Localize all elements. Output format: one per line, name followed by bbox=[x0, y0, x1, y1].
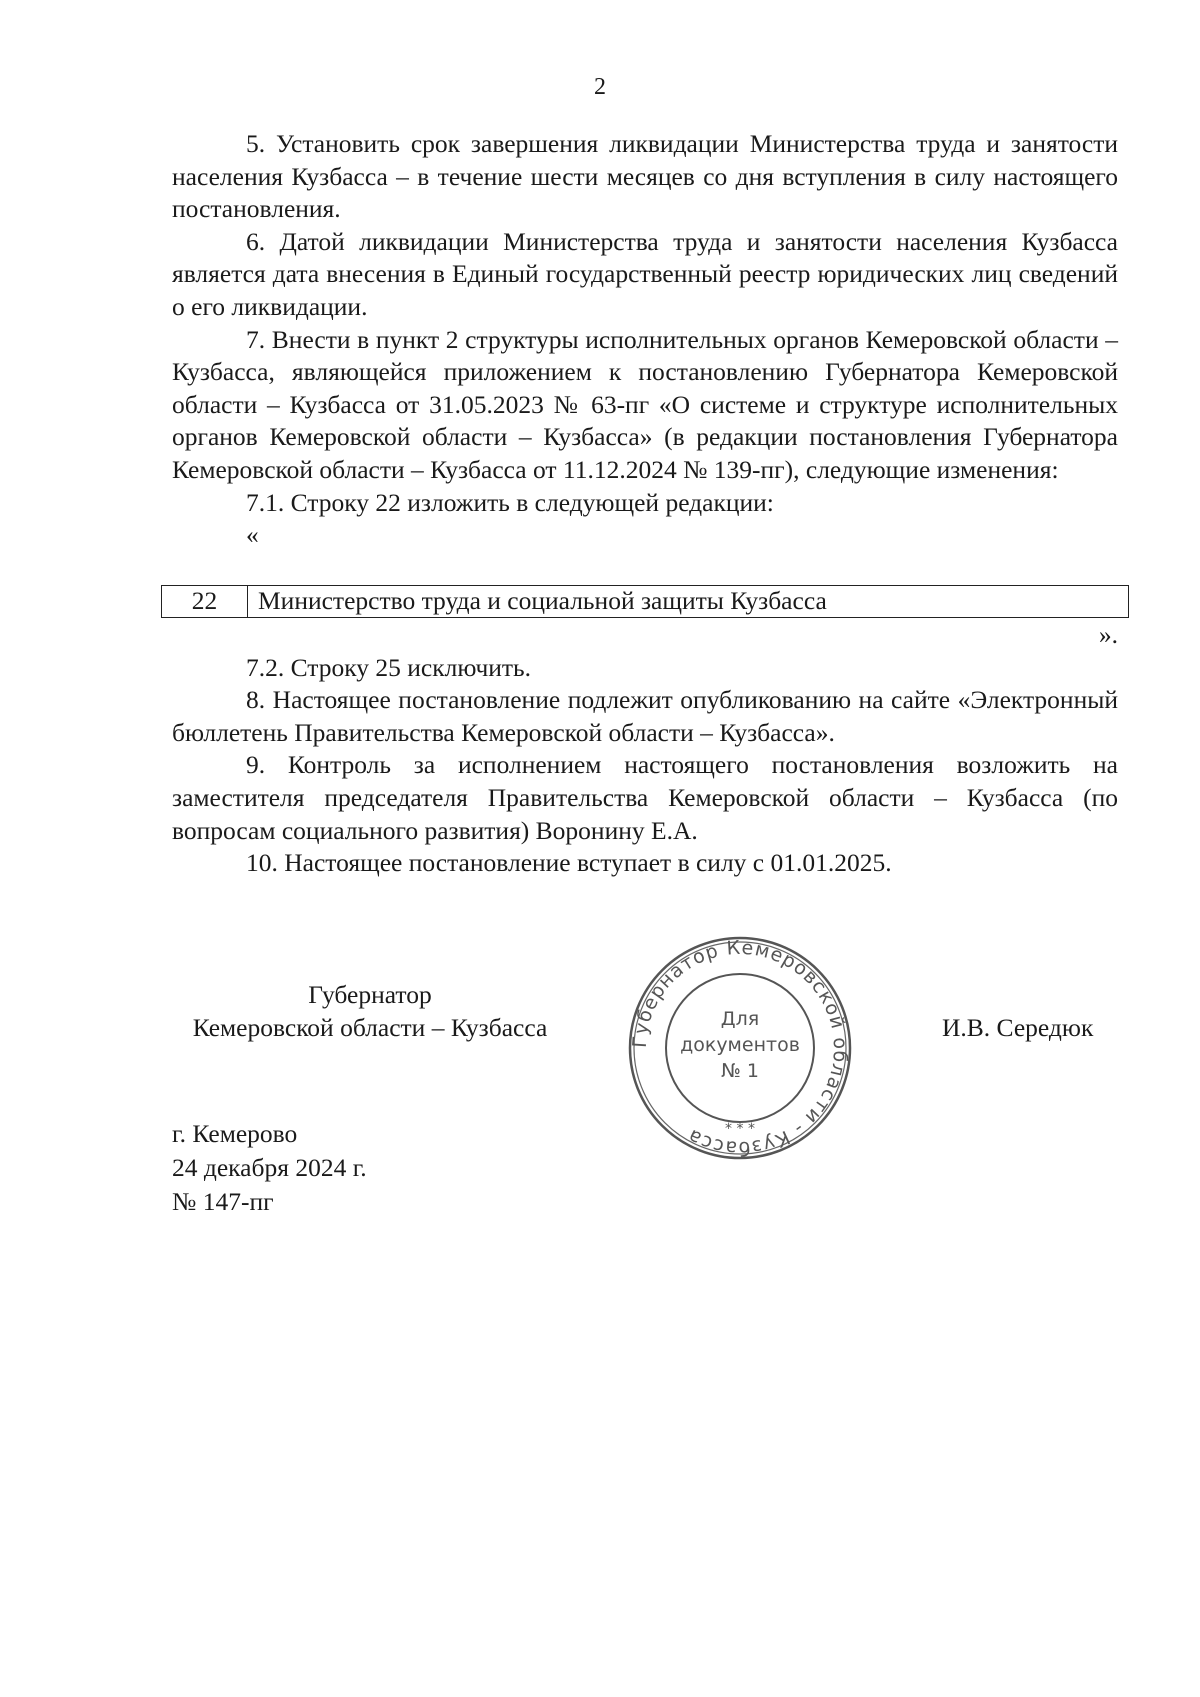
document-body bbox=[172, 128, 1118, 552]
stamp-bottom-mark: * * * bbox=[725, 1121, 755, 1137]
paragraph-7-1: 7.1. Строку 22 изложить в следующей редакции: bbox=[246, 487, 774, 517]
stamp-center-line2: документов bbox=[680, 1034, 800, 1056]
paragraph-5: 5. Установить срок завершения ликвидации Министерства труда и занятости населения Кузбасса – в течение шести месяцев со дня вступления в силу настоящего постановления. bbox=[172, 129, 1118, 224]
page-number: 2 bbox=[594, 74, 606, 100]
paragraph-9: 9. Контроль за исполнением настоящего постановления возложить на заместителя председателя Правительства Кемеровской области – Кузбасса (по вопросам социального развития) Воронину Е.А. bbox=[172, 750, 1118, 845]
signatory-title-line2: Кемеровской области – Кузбасса bbox=[192, 1013, 548, 1042]
table-row-name: Министерство труда и социальной защиты Кузбасса bbox=[258, 586, 827, 615]
signatory-title bbox=[168, 978, 572, 1044]
paragraph-6: 6. Датой ликвидации Министерства труда и занятости населения Кузбасса является дата внесения в Единый государственный реестр юридических лиц сведений о его ликвидации. bbox=[172, 226, 1118, 321]
quote-open: « bbox=[246, 520, 259, 550]
stamp-center-line1: Для bbox=[720, 1008, 760, 1030]
document-footer bbox=[172, 1117, 367, 1219]
quote-close: ». bbox=[1098, 620, 1118, 649]
official-stamp bbox=[627, 935, 853, 1161]
paragraph-7-2: 7.2. Строку 25 исключить. bbox=[246, 652, 532, 682]
signatory-title-line1: Губернатор bbox=[308, 980, 432, 1009]
footer-number: № 147-пг bbox=[172, 1187, 274, 1216]
document-body-continued bbox=[172, 619, 1118, 880]
paragraph-10: 10. Настоящее постановление вступает в силу с 01.01.2025. bbox=[246, 848, 892, 878]
paragraph-8: 8. Настоящее постановление подлежит опубликованию на сайте «Электронный бюллетень Правительства Кемеровской области – Кузбасса». bbox=[172, 685, 1118, 747]
paragraph-7: 7. Внести в пункт 2 структуры исполнительных органов Кемеровской области – Кузбасса, являющейся приложением к постановлению Губернатора Кемеровской области – Кузбасса от 31.05.2023 № 63-пг «О системе и структуре исполнительных органов Кемеровской области – Кузбасса» (в редакции постановления Губернатора Кемеровской области – Кузбасса от 11.12.2024 № 139-пг), следующие изменения: bbox=[172, 324, 1118, 484]
table-row-number: 22 bbox=[162, 586, 248, 617]
signatory-name: И.В. Середюк bbox=[942, 1013, 1094, 1042]
stamp-ring-text: Губернатор Кемеровской области - Кузбасса bbox=[628, 936, 852, 1160]
footer-date: 24 декабря 2024 г. bbox=[172, 1153, 367, 1182]
structure-table-row bbox=[161, 585, 1129, 618]
stamp-center-line3: № 1 bbox=[721, 1060, 759, 1082]
footer-city: г. Кемерово bbox=[172, 1119, 298, 1148]
